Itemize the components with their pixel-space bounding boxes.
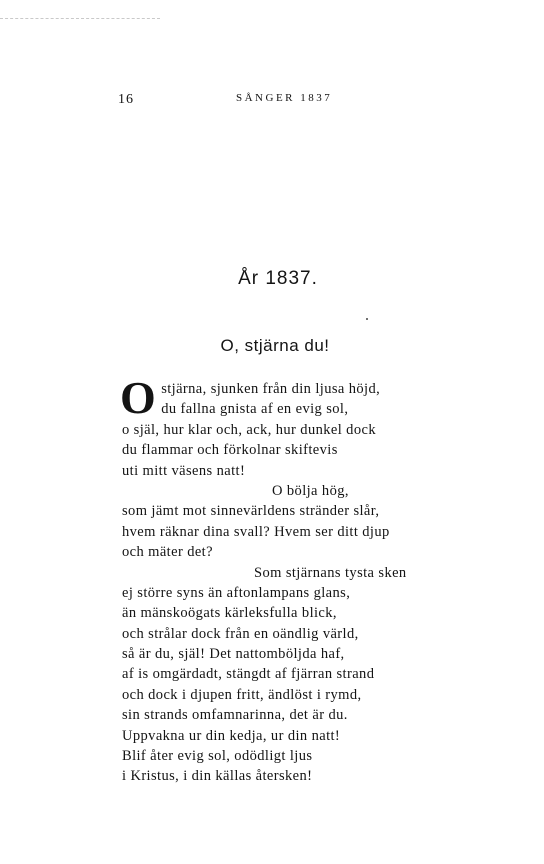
poem-title: O, stjärna du! — [220, 336, 330, 355]
poem-line: sin strands omfamnarinna, det är du. — [122, 707, 348, 724]
poem-line: af is omgärdadt, stängdt af fjärran strand — [122, 666, 375, 683]
poem-line: i Kristus, i din källas återsken! — [122, 768, 313, 785]
section-title: År 1837. — [238, 268, 318, 289]
poem-line: ej större syns än aftonlampans glans, — [122, 584, 351, 601]
poem-line: och mäter det? — [122, 544, 213, 561]
drop-cap: O — [120, 372, 157, 423]
poem-body — [120, 372, 462, 787]
poem-line: Uppvakna ur din kedja, ur din natt! — [122, 727, 341, 744]
poem-line: som jämt mot sinnevärldens stränder slår, — [122, 503, 380, 520]
print-speck — [366, 318, 368, 320]
poem-line: så är du, själ! Det nattomböljda haf, — [122, 646, 345, 663]
scan-edge-mark — [0, 18, 160, 19]
poem-line: du flammar och förkolnar skiftevis — [122, 442, 338, 459]
poem-line: stjärna, sjunken från din ljusa höjd, — [161, 381, 381, 397]
poem-line: än mänskoögats kärleksfulla blick, — [122, 605, 337, 622]
running-head: SÅNGER 1837 — [236, 92, 333, 104]
poem-line: O bölja hög, — [272, 482, 349, 499]
poem-line: o själ, hur klar och, ack, hur dunkel dock — [122, 421, 376, 438]
poem-line: hvem räknar dina svall? Hvem ser ditt djup — [122, 523, 390, 540]
page-header — [0, 92, 544, 108]
poem-line: och strålar dock från en oändlig värld, — [122, 625, 359, 642]
poem-line: uti mitt väsens natt! — [122, 462, 246, 479]
poem-line: och dock i djupen fritt, ändlöst i rymd, — [122, 686, 362, 703]
poem-line: du fallna gnista af en evig sol, — [161, 401, 349, 418]
poem-line: Som stjärnans tysta sken — [254, 564, 407, 581]
poem-line: Blif åter evig sol, odödligt ljus — [122, 748, 313, 765]
page-number: 16 — [118, 92, 134, 107]
